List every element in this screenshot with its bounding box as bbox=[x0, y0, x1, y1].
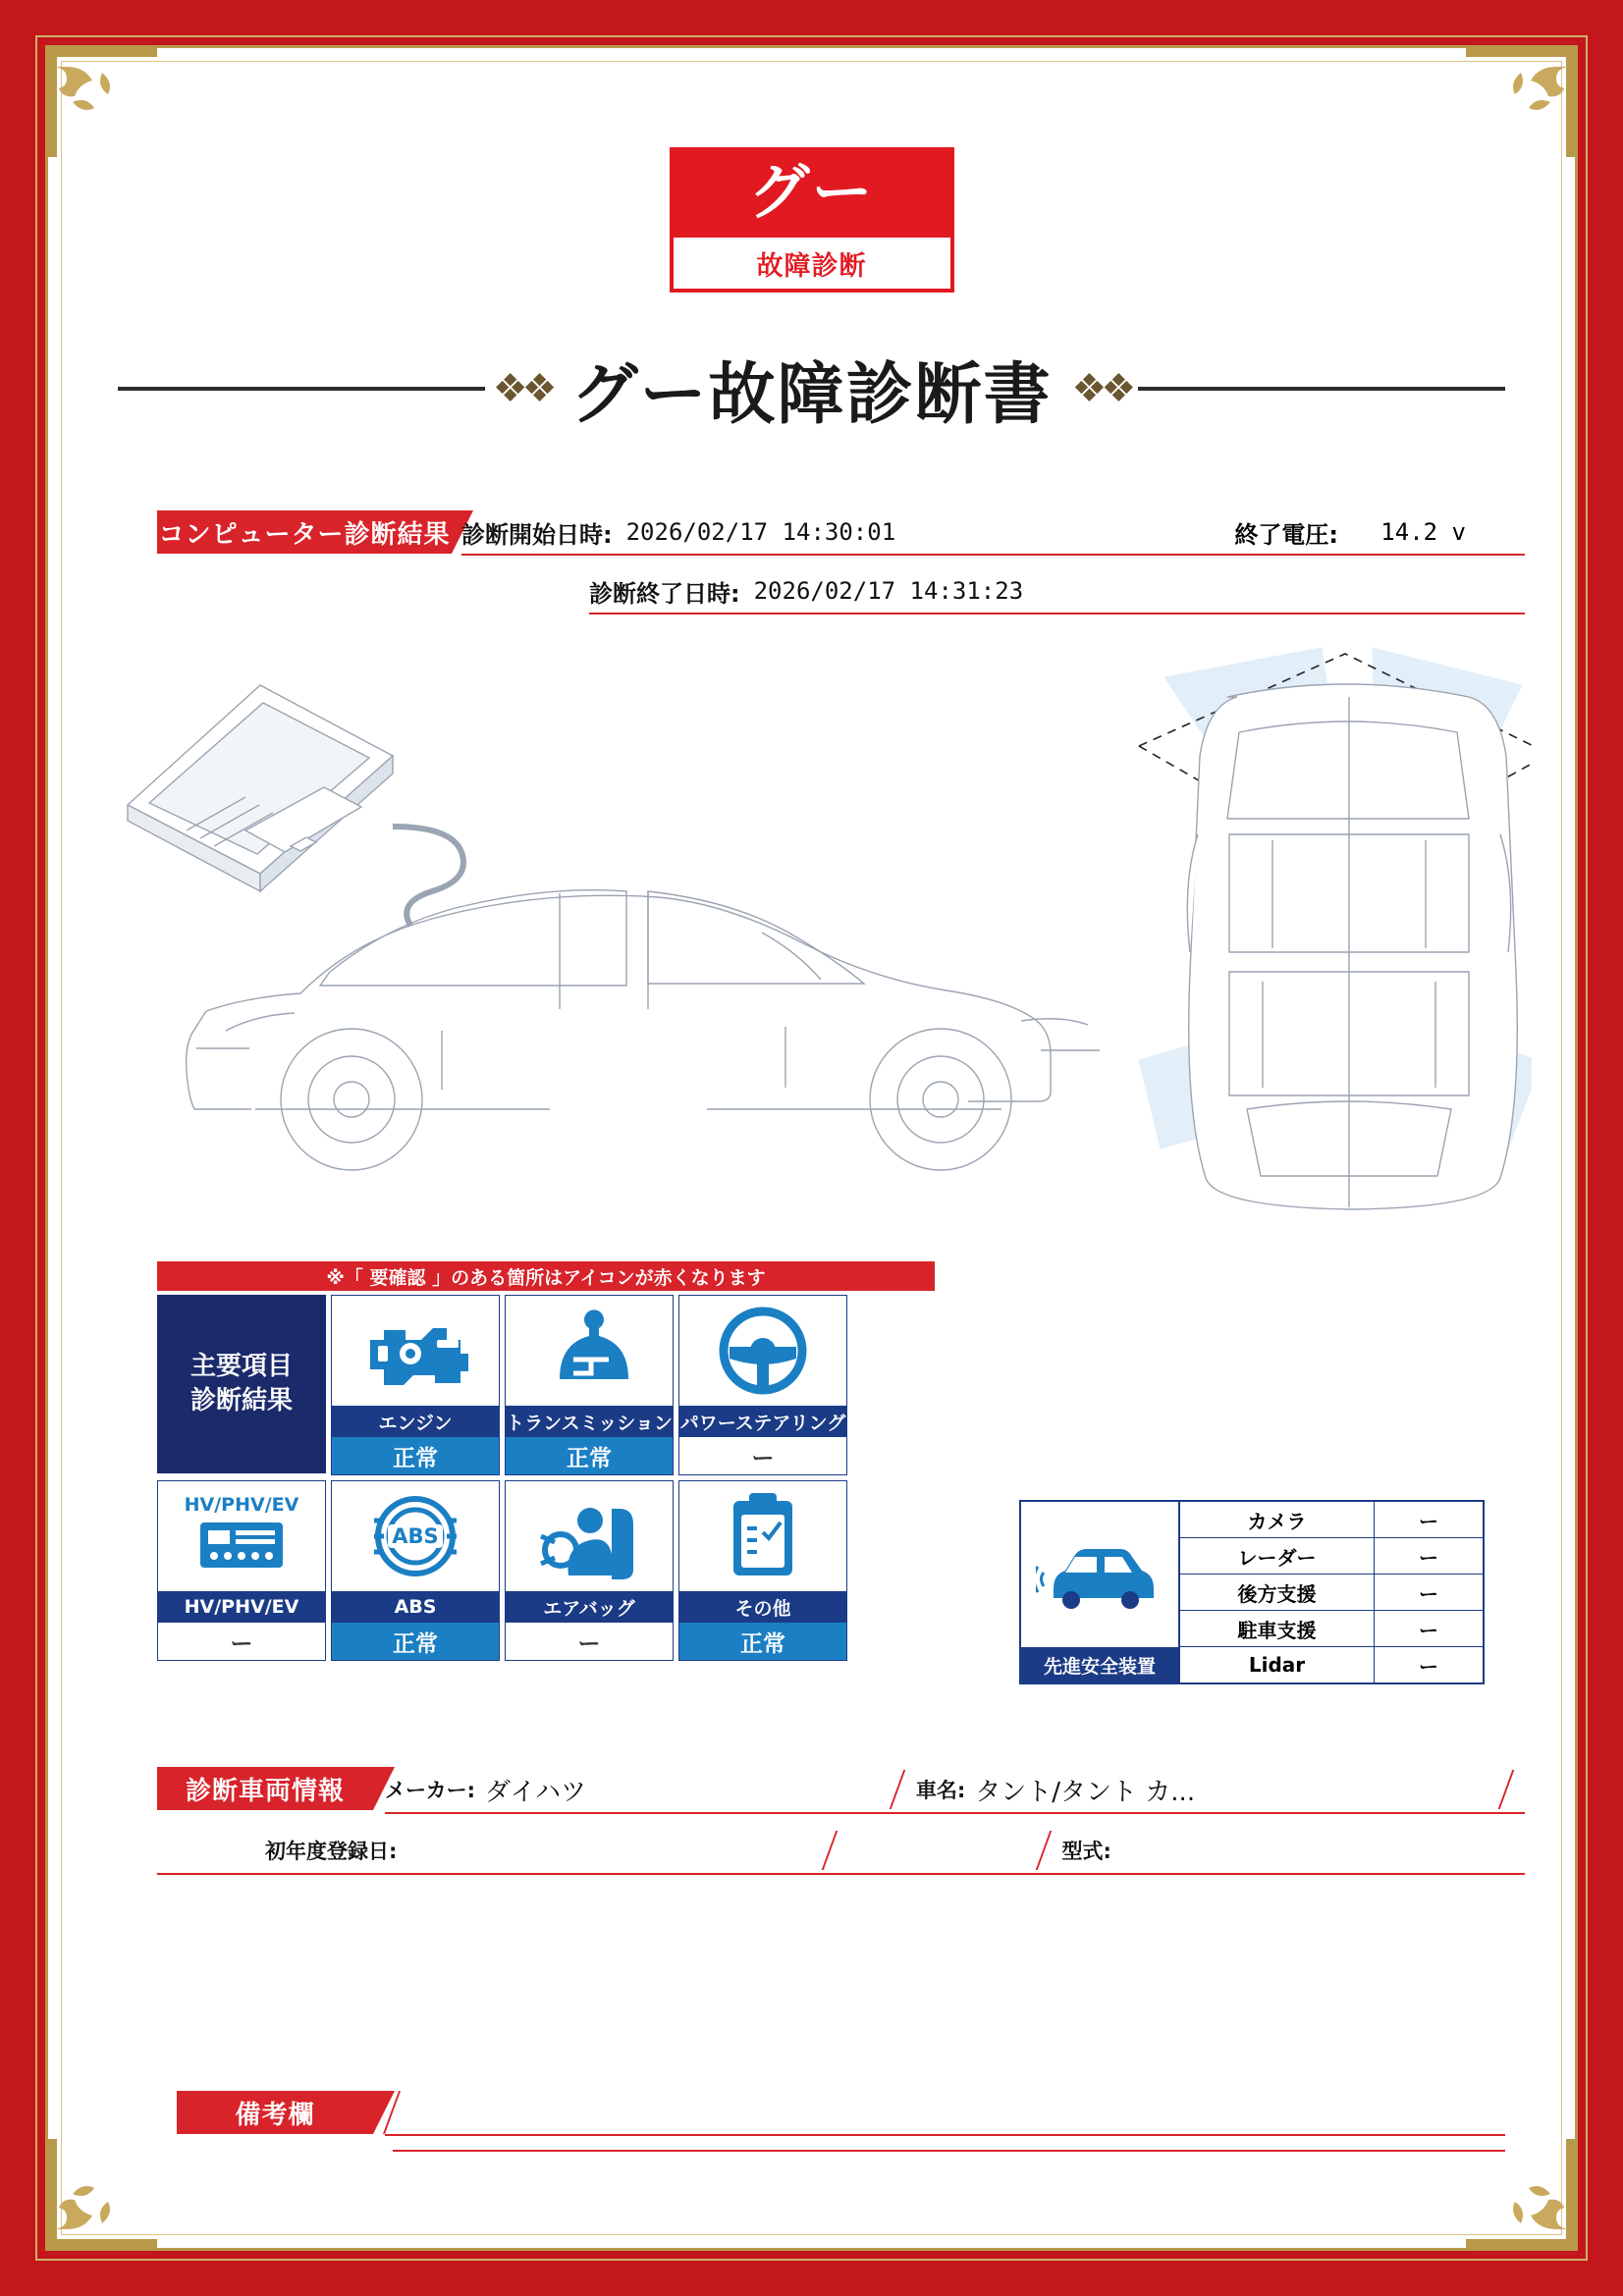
adas-key-radar: レーダー bbox=[1180, 1538, 1375, 1574]
engine-icon bbox=[331, 1295, 500, 1406]
hv-battery-icon bbox=[157, 1480, 326, 1591]
adas-right-col bbox=[1180, 1502, 1483, 1682]
item-transmission bbox=[505, 1295, 674, 1475]
car-topview-sensors bbox=[1139, 648, 1532, 1209]
item-power-steering bbox=[678, 1295, 847, 1475]
item-airbag bbox=[505, 1480, 674, 1661]
item-power-steering-name: パワーステアリング bbox=[678, 1406, 847, 1437]
item-hv-phv-ev bbox=[157, 1480, 326, 1661]
page-title-text: グー故障診断書 bbox=[570, 355, 1053, 434]
adas-row bbox=[1180, 1502, 1483, 1538]
maker-label: メーカー: bbox=[385, 1779, 475, 1802]
item-other-status: 正常 bbox=[678, 1623, 847, 1661]
adas-value-rear-assist: ー bbox=[1419, 1581, 1438, 1606]
title-ornament-right-icon: ❖❖ bbox=[1071, 367, 1131, 410]
adas-value-lidar: ー bbox=[1419, 1654, 1438, 1679]
row-separator bbox=[821, 1831, 838, 1870]
item-other bbox=[678, 1480, 847, 1661]
item-transmission-name: トランスミッション bbox=[505, 1406, 674, 1437]
adas-value-camera: ー bbox=[1419, 1509, 1438, 1533]
row-separator bbox=[890, 1770, 906, 1809]
item-other-name: その他 bbox=[678, 1591, 847, 1623]
adas-key-camera: カメラ bbox=[1180, 1502, 1375, 1537]
item-hv-phv-ev-status: ー bbox=[157, 1623, 326, 1661]
title-rule-right bbox=[1138, 387, 1505, 391]
diagnosis-start-value: 2026/02/17 14:30:01 bbox=[625, 518, 896, 546]
diagnosis-start-label: 診断開始日時: bbox=[461, 520, 613, 549]
model-value: タント/タント カ... bbox=[975, 1777, 1196, 1807]
adas-row bbox=[1180, 1611, 1483, 1647]
maker-value: ダイハツ bbox=[484, 1777, 586, 1807]
item-abs-status: 正常 bbox=[331, 1623, 500, 1661]
vehicle-info-row-1 bbox=[385, 1767, 1525, 1814]
vehicle-diagnosis-illustration bbox=[98, 638, 1532, 1247]
diagnosis-end-row bbox=[589, 569, 1525, 614]
model-label: 車名: bbox=[915, 1779, 966, 1802]
item-power-steering-status: ー bbox=[678, 1437, 847, 1475]
main-items-grid bbox=[157, 1295, 943, 1666]
adas-value-radar: ー bbox=[1419, 1545, 1438, 1570]
adas-table bbox=[1019, 1500, 1485, 1684]
steering-icon bbox=[678, 1295, 847, 1406]
svg-text:ABS: ABS bbox=[392, 1524, 439, 1548]
clipboard-icon bbox=[678, 1480, 847, 1591]
main-items-title-line2: 診断結果 bbox=[189, 1386, 293, 1415]
vehicle-info-row-2 bbox=[157, 1828, 1525, 1875]
diagnosis-end-label: 診断終了日時: bbox=[589, 579, 740, 608]
title-rule-left bbox=[118, 387, 485, 391]
row-separator bbox=[1035, 1831, 1052, 1870]
transmission-icon bbox=[505, 1295, 674, 1406]
adas-value-park-assist: ー bbox=[1419, 1618, 1438, 1642]
title-ornament-left-icon: ❖❖ bbox=[492, 367, 552, 410]
item-engine bbox=[331, 1295, 500, 1475]
adas-car-icon bbox=[1021, 1502, 1178, 1647]
remarks-line-1 bbox=[385, 2091, 1505, 2136]
logo-brand-text: グー bbox=[748, 156, 875, 228]
car-side-wireframe bbox=[187, 890, 1100, 1170]
goo-logo bbox=[670, 147, 954, 293]
main-items-title bbox=[157, 1295, 326, 1473]
computer-diagnosis-tag: コンピューター診断結果 bbox=[157, 510, 452, 554]
main-items-title-line1: 主要項目 bbox=[189, 1351, 293, 1381]
adas-left-col bbox=[1021, 1502, 1180, 1682]
remarks-line-2 bbox=[393, 2150, 1505, 2152]
adas-key-park-assist: 駐車支援 bbox=[1180, 1611, 1375, 1646]
adas-key-rear-assist: 後方支援 bbox=[1180, 1575, 1375, 1610]
page-title bbox=[118, 342, 1505, 436]
item-abs bbox=[331, 1480, 500, 1661]
item-airbag-name: エアバッグ bbox=[505, 1591, 674, 1623]
logo-sub-box bbox=[670, 238, 954, 293]
main-items-panel bbox=[157, 1261, 943, 1666]
end-voltage-label: 終了電圧: bbox=[1234, 520, 1338, 549]
abs-icon bbox=[331, 1480, 500, 1591]
svg-text:HV/PHV/EV: HV/PHV/EV bbox=[184, 1494, 299, 1516]
type-label: 型式: bbox=[1061, 1840, 1111, 1863]
vehicle-info-tag: 診断車両情報 bbox=[157, 1767, 373, 1810]
adas-row bbox=[1180, 1538, 1483, 1575]
laptop-icon bbox=[128, 685, 393, 891]
remarks-tag: 備考欄 bbox=[177, 2091, 373, 2134]
adas-key-lidar: Lidar bbox=[1180, 1647, 1375, 1682]
adas-title: 先進安全装置 bbox=[1021, 1647, 1178, 1682]
adas-row bbox=[1180, 1575, 1483, 1611]
end-voltage-value: 14.2 v bbox=[1380, 518, 1466, 546]
adas-row bbox=[1180, 1647, 1483, 1682]
airbag-icon bbox=[505, 1480, 674, 1591]
item-abs-name: ABS bbox=[331, 1591, 500, 1623]
item-transmission-status: 正常 bbox=[505, 1437, 674, 1475]
item-airbag-status: ー bbox=[505, 1623, 674, 1661]
diagnosis-end-value: 2026/02/17 14:31:23 bbox=[753, 577, 1024, 605]
logo-sub-text: 故障診断 bbox=[756, 250, 867, 282]
diagnosis-start-row bbox=[461, 510, 1525, 556]
main-items-note: ※「 要確認 」のある箇所はアイコンが赤くなります bbox=[157, 1261, 935, 1291]
item-engine-status: 正常 bbox=[331, 1437, 500, 1475]
first-registration-label: 初年度登録日: bbox=[265, 1840, 398, 1863]
row-separator bbox=[1498, 1770, 1515, 1809]
logo-brand-box bbox=[670, 147, 954, 238]
item-engine-name: エンジン bbox=[331, 1406, 500, 1437]
item-hv-phv-ev-name: HV/PHV/EV bbox=[157, 1591, 326, 1623]
